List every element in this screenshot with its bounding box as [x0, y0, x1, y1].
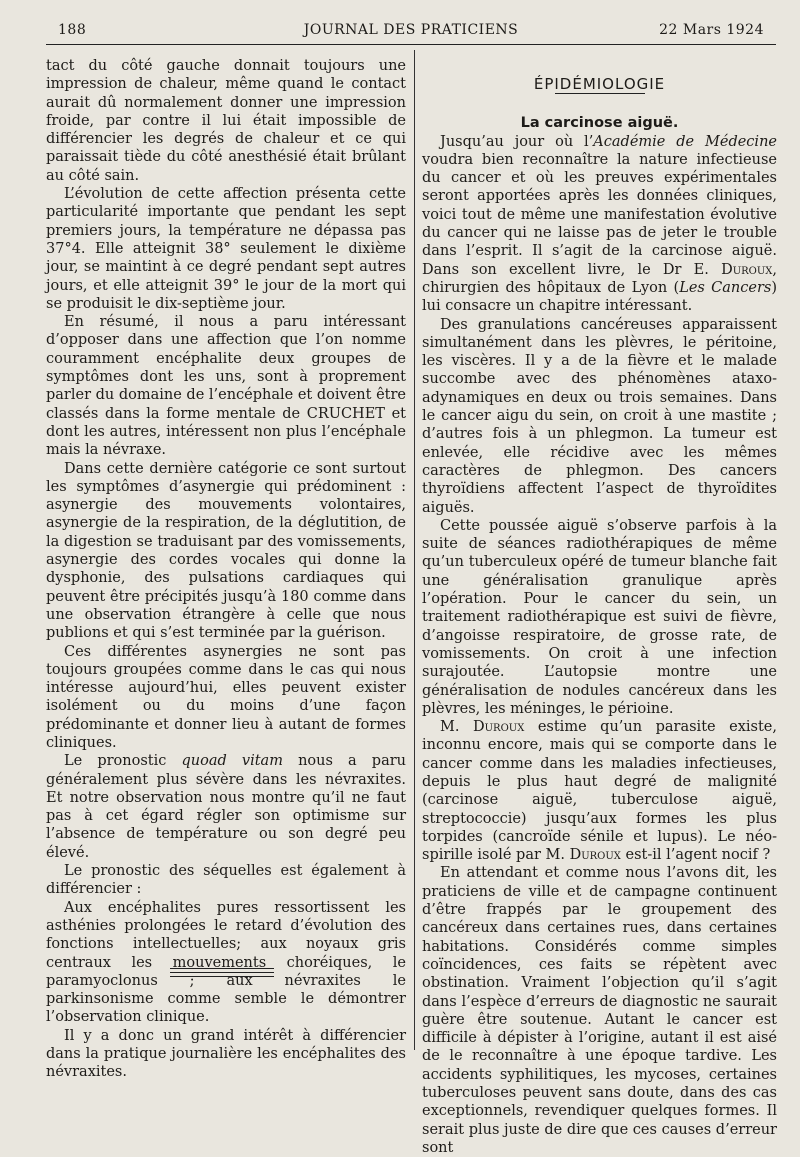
- right-paragraph-2: Des granulations cancéreuses apparaissent simultanément dans les plèvres, le péritoine, les viscères. Il y a de la fièvre et le malade succombe avec des phénomènes ataxo-adynamiques en deux ou trois semaines. Dans le cancer aigu du sein, on croit à une mastite ; d’autres fois à un phlegmon. La tumeur est enlevée, elle récidive avec les mêmes caractères de phlegmon. Des cancers thyroïdiens affectent l’aspect de thyroïdites aiguës.: [422, 316, 777, 516]
- right-paragraph-1: [422, 133, 777, 316]
- p1-author-name: Duroux: [721, 261, 773, 278]
- article-end-rule: [170, 968, 274, 980]
- p4-text-a: M.: [440, 719, 473, 736]
- p1-text-a: Jusqu’au jour où l’: [440, 133, 594, 150]
- column-divider: [414, 50, 415, 1050]
- p1-text-b: voudra bien reconnaître la nature infectieuse du cancer et où les preuves expérimentales seront apportées après les données cliniques, voici tout de même une manifestation évolutive du cancer qui ne laisse pas de jeter le trouble dans l’esprit. Il s’agit de la carcinose aiguë. Dans son excellent livre, le Dr E.: [422, 151, 777, 278]
- p4-author-name-2: Duroux: [569, 847, 621, 864]
- p1-book-title: Les Cancers: [679, 279, 772, 296]
- section-title-rule: [555, 93, 645, 94]
- p4-author-name: Duroux: [472, 719, 525, 736]
- header-rule: [46, 44, 776, 45]
- p1-text-c: , chirurgien des hôpitaux de Lyon (: [422, 261, 777, 296]
- right-column: [422, 75, 777, 1157]
- prognosis-rest: nous a paru généralement plus sévère dans les névraxites. Et notre observation nous montre qu’il ne faut pas à cet égard régler son optimisme sur l’absence de température ou son degré peu élevé.: [46, 753, 407, 861]
- left-paragraph-4: Dans cette dernière catégorie ce sont surtout les symptômes d’asynergie qui prédominent : asynergie des mouvements volontaires, asynergie de la respiration, de la déglutition, de la digestion se traduisant par des vomissements, asynergie des cordes vocales qui donne la dysphonie, des pulsations cardiaques qui peuvent être précipités jusqu’à 180 comme dans une observation étrangère à celle que nous publions et qui s’est terminée par la guérison.: [46, 460, 406, 642]
- page-number: 188: [58, 22, 87, 38]
- journal-title: JOURNAL DES PRATICIENS: [303, 22, 519, 38]
- page-header: [58, 22, 764, 44]
- left-paragraph-1: tact du côté gauche donnait toujours une impression de chaleur, même quand le contact aurait dû normalement donner une impression froide, par contre il lui était impossible de différencier les degrés de chaleur et ce qui paraissait tiède du côté anesthésié était brûlant au côté sain.: [46, 58, 406, 184]
- issue-date: 22 Mars 1924: [659, 22, 764, 38]
- left-paragraph-5: Ces différentes asynergies ne sont pas toujours groupées comme dans le cas qui nous intéresse aujourd’hui, elles peuvent exister isolément ou du moins d’une façon prédominante et donner lieu à autant de formes cliniques.: [46, 643, 406, 751]
- p4-text-b: estime qu’un parasite existe, inconnu encore, mais qui se comporte dans le cancer comme dans les maladies infectieuses, depuis le plus haut degré de malignité (carcinose aiguë, tuberculose aiguë, streptococcie) jusqu’aux formes les plus torpides (cancroïde sénile et lupus). Le néo-spirille isolé par M.: [422, 719, 777, 864]
- prognosis-intro: Le pronostic: [64, 753, 182, 770]
- right-paragraph-3: Cette poussée aiguë s’observe parfois à la suite de séances radiothérapiques de même qu’un tuberculeux opéré de tumeur blanche fait une généralisation granulique après l’opération. Pour le cancer du sein, un traitement radiothérapique est suivi de fièvre, d’angoisse respiratoire, de grosse rate, de vomissements. On croit à une infection surajoutée. L’autopsie montre une généralisation de nodules cancéreux dans les plèvres, les méninges, le périoine.: [422, 517, 777, 717]
- p4-text-c: est-il l’agent nocif ?: [620, 847, 771, 864]
- left-paragraph-prognosis: [46, 752, 406, 862]
- right-paragraph-5: En attendant et comme nous l’avons dit, les praticiens de ville et de campagne continuent d’être frappés par le groupement des cancéreux dans certaines rues, dans certaines habitations. Considérés comme simples coïncidences, ces faits se répètent avec obstination. Vraiment l’objection qu’il s’agit dans l’espèce d’erreurs de diagnostic ne saurait guère être soutenue. Autant le cancer est difficile à dépister à l’origine, autant il est aisé de le reconnaître à une époque tardive. Les accidents syphilitiques, les mycoses, certaines tuberculoses peuvent sans doute, dans des cas exceptionnels, revendiquer quelques formes. Il serait plus juste de dire que ces causes d’erreur sont: [422, 865, 777, 1156]
- section-title: ÉPIDÉMIOLOGIE: [533, 75, 666, 93]
- right-paragraph-4: [422, 718, 777, 864]
- left-paragraph-7: Le pronostic des séquelles est également à différencier :: [46, 863, 406, 898]
- left-paragraph-9: Il y a donc un grand intérêt à différencier dans la pratique journalière les encéphalites des névraxites.: [46, 1027, 406, 1081]
- p1-academy: Académie de Médecine: [593, 133, 777, 150]
- left-column: [46, 57, 406, 1082]
- left-paragraph-2: L’évolution de cette affection présenta cette particularité importante que pendant les sept premiers jours, la température ne dépassa pas 37°4. Elle atteignit 38° seulement le dixième jour, se maintint à ce degré pendant sept autres jours, et elle atteignit 39° le jour de la mort qui se produisit le dix-septième jour.: [46, 186, 406, 312]
- left-paragraph-3: En résumé, il nous a paru intéressant d’opposer dans une affection que l’on nomme couramment encéphalite deux groupes de symptômes dont les uns, sont à proprement parler du domaine de l’encéphale et doivent être classés dans la forme mentale de CRUCHET et dont les autres, intéressent non plus l’encéphale mais la névraxe.: [46, 314, 406, 459]
- prognosis-italic: quoad vitam: [181, 753, 283, 770]
- article-title: La carcinose aiguë.: [520, 115, 679, 132]
- p1-text-d: ) lui consacre un chapitre intéressant.: [422, 279, 777, 315]
- left-paragraph-8: Aux encéphalites pures ressortissent les asthénies prolongées le retard d’évolution des fonctions intellectuelles; aux noyaux gris centraux les mouvements choréiques, le paramyoclonus ; aux névraxites le parkinsonisme comme semble le démontrer l’observation clinique.: [46, 899, 406, 1026]
